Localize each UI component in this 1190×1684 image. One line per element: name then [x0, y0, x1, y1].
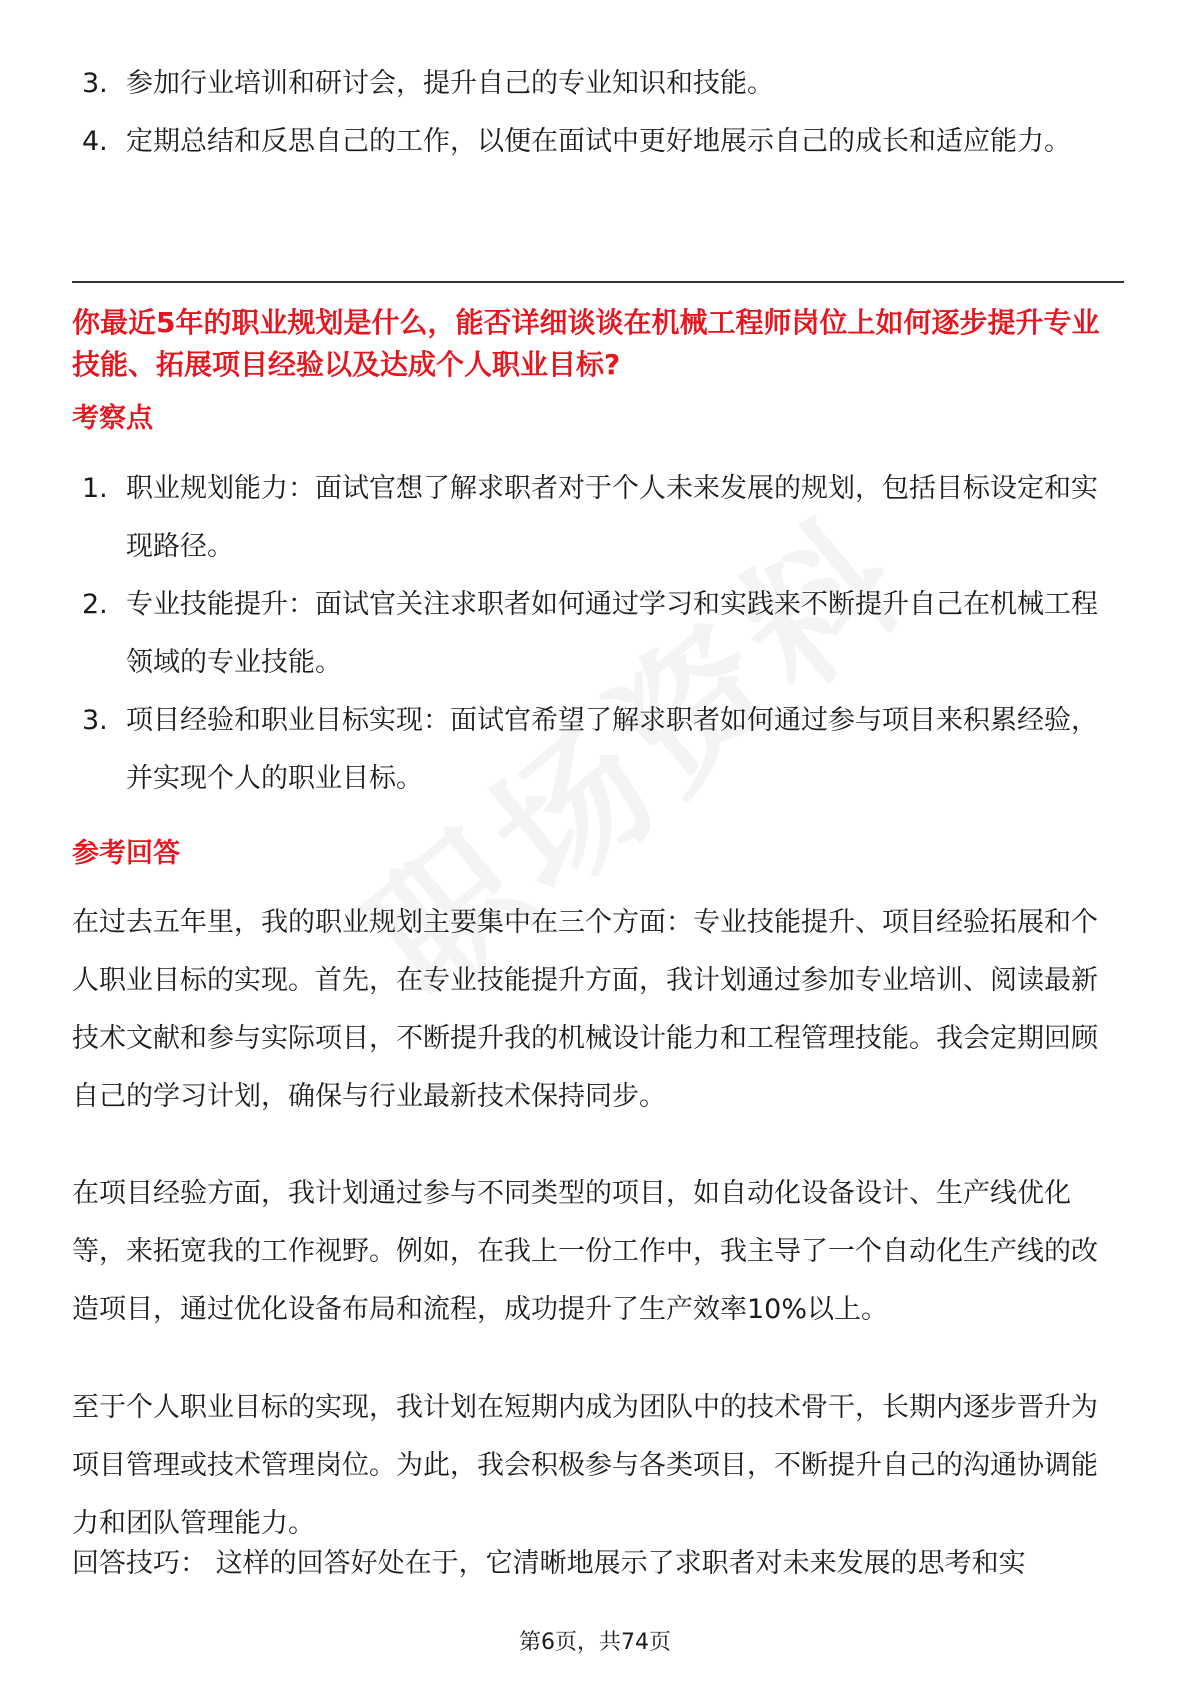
page-number: 第6页，共74页 — [519, 1630, 671, 1655]
list-item — [82, 113, 1122, 171]
list-item-number: 3. — [82, 705, 108, 736]
list-item-text: 参加行业培训和研讨会，提升自己的专业知识和技能。 — [126, 68, 774, 99]
answer-tip-paragraph: 回答技巧： 这样的回答好处在于，它清晰地展示了求职者对未来发展的思考和实 — [72, 1548, 1026, 1579]
list-item — [82, 576, 1122, 692]
assessment-points-heading: 考察点 — [72, 403, 153, 434]
list-item-number: 1. — [82, 473, 108, 504]
answer-paragraph: 至于个人职业目标的实现，我计划在短期内成为团队中的技术骨干，长期内逐步晋升为项目管理或技术管理岗位。为此，我会积极参与各类项目，不断提升自己的沟通协调能力和团队管理能力。 — [72, 1392, 1098, 1539]
section-divider — [72, 281, 1124, 283]
assessment-points-list — [82, 460, 1122, 808]
list-item-text: 定期总结和反思自己的工作，以便在面试中更好地展示自己的成长和适应能力。 — [126, 126, 1071, 157]
list-item-text: 职业规划能力：面试官想了解求职者对于个人未来发展的规划，包括目标设定和实现路径。 — [126, 473, 1098, 562]
list-item-number: 2. — [82, 589, 108, 620]
list-item-text: 项目经验和职业目标实现：面试官希望了解求职者如何通过参与项目来积累经验，并实现个人的职业目标。 — [126, 705, 1098, 794]
list-item — [82, 55, 1122, 113]
list-item-text: 专业技能提升：面试官关注求职者如何通过学习和实践来不断提升自己在机械工程领域的专业技能。 — [126, 589, 1098, 678]
list-item — [82, 692, 1122, 808]
previous-answer-list — [82, 55, 1122, 171]
reference-answer-heading: 参考回答 — [72, 838, 180, 869]
interview-question: 你最近5年的职业规划是什么，能否详细谈谈在机械工程师岗位上如何逐步提升专业技能、拓展项目经验以及达成个人职业目标? — [72, 306, 1100, 381]
answer-paragraph: 在项目经验方面，我计划通过参与不同类型的项目，如自动化设备设计、生产线优化等，来拓宽我的工作视野。例如，在我上一份工作中，我主导了一个自动化生产线的改造项目，通过优化设备布局和流程，成功提升了生产效率10%以上。 — [72, 1178, 1098, 1325]
answer-paragraph: 在过去五年里，我的职业规划主要集中在三个方面：专业技能提升、项目经验拓展和个人职业目标的实现。首先，在专业技能提升方面，我计划通过参加专业培训、阅读最新技术文献和参与实际项目，不断提升我的机械设计能力和工程管理技能。我会定期回顾自己的学习计划，确保与行业最新技术保持同步。 — [72, 907, 1098, 1112]
list-item-number: 3. — [82, 68, 108, 99]
list-item — [82, 460, 1122, 576]
list-item-number: 4. — [82, 126, 108, 157]
